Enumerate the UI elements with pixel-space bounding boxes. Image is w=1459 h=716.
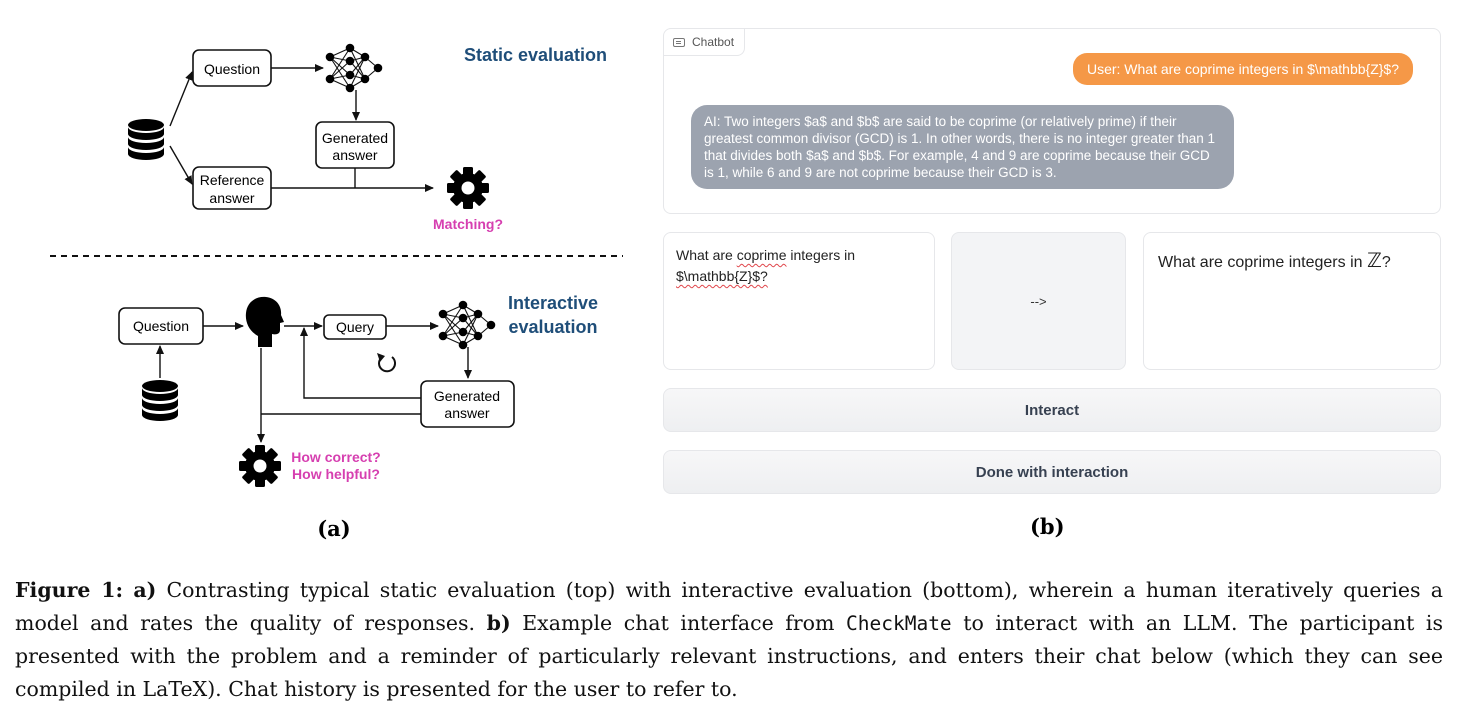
gear-icon <box>239 445 281 487</box>
chat-input-textarea[interactable] <box>663 232 935 370</box>
reference-answer-node <box>193 167 271 209</box>
generated-answer-node <box>316 122 394 168</box>
human-head-icon <box>246 297 284 347</box>
interactive-evaluation-title-line2: evaluation <box>508 317 598 337</box>
latex-preview-box <box>1143 232 1441 370</box>
chatbot-label: Chatbot <box>692 35 735 49</box>
gear-icon <box>447 167 489 209</box>
database-icon <box>142 380 178 421</box>
user-message-bubble: User: What are coprime integers in $\mathbb{Z}$? <box>1073 53 1413 85</box>
neural-network-icon <box>439 301 496 350</box>
part-a-label: a) <box>133 578 157 602</box>
how-correct-label: How correct? <box>291 449 381 465</box>
preview-suffix: ? <box>1381 254 1391 271</box>
integers-symbol: ℤ <box>1366 248 1382 272</box>
question-node <box>193 50 271 86</box>
svg-text:answer: answer <box>444 405 490 421</box>
chat-icon <box>673 38 685 47</box>
interactive-evaluation-title-line1: Interactive <box>507 293 599 313</box>
part-a-text: Contrasting typical static evaluation (top) with interactive evaluation (bottom), wherein a human iteratively queries a model and rates the quality of responses. <box>15 578 1443 635</box>
preview-text: What are coprime integers in <box>1158 254 1367 271</box>
interact-button[interactable]: Interact <box>663 388 1441 432</box>
input-text: What are <box>676 247 737 263</box>
svg-text:Generated: Generated <box>433 388 501 404</box>
arrow-text: --> <box>1030 293 1047 309</box>
panel-b-label: (b) <box>1030 514 1065 539</box>
input-text-line2: $\mathbb{Z}$? <box>676 268 768 284</box>
svg-text:answer: answer <box>332 147 378 163</box>
svg-text:answer: answer <box>209 190 255 206</box>
matching-label: Matching? <box>433 216 503 232</box>
ai-message-bubble: AI: Two integers $a$ and $b$ are said to be coprime (or relatively prime) if their greatest common divisor (GCD) is 1. In other words, there is no integer greater than 1 that divides both $a$ and $b$. For example, 4 and 9 are coprime because their GCD is 1, while 6 and 9 are not coprime because their GCD is 3. <box>691 105 1234 189</box>
panel-a-label: (a) <box>317 516 351 541</box>
part-b-label: b) <box>486 611 511 635</box>
svg-text:Reference: Reference <box>199 172 265 188</box>
svg-text:Question: Question <box>203 61 261 77</box>
refresh-icon <box>377 353 395 371</box>
part-b-text-2: to interact with an LLM. The participant is presented with the problem and a reminder of particularly relevant instructions, and enters their chat below (which they can see compiled in LaTeX). Chat history is presented for the user to refer to. <box>15 611 1443 701</box>
generated-answer-node-bottom <box>421 381 514 427</box>
chatbot-panel <box>663 28 1441 214</box>
svg-text:Query: Query <box>335 319 375 335</box>
done-with-interaction-button[interactable]: Done with interaction <box>663 450 1441 494</box>
database-icon <box>128 119 164 160</box>
input-text-misspelled: coprime <box>736 247 787 263</box>
input-text: integers in <box>786 247 855 263</box>
how-helpful-label: How helpful? <box>292 466 380 482</box>
arrow-divider-box <box>951 232 1126 370</box>
figure-label: Figure 1: <box>15 578 124 602</box>
tool-name: CheckMate <box>846 612 952 635</box>
part-b-text-1: Example chat interface from <box>510 611 847 635</box>
question-node-bottom <box>119 308 203 344</box>
evaluation-diagram <box>0 0 650 560</box>
figure-caption <box>15 574 1443 706</box>
svg-text:Generated: Generated <box>321 130 389 146</box>
chatbot-tag <box>664 29 745 56</box>
static-evaluation-title: Static evaluation <box>464 45 608 65</box>
neural-network-icon <box>326 44 383 93</box>
svg-text:Question: Question <box>132 318 190 334</box>
query-node <box>324 315 386 339</box>
